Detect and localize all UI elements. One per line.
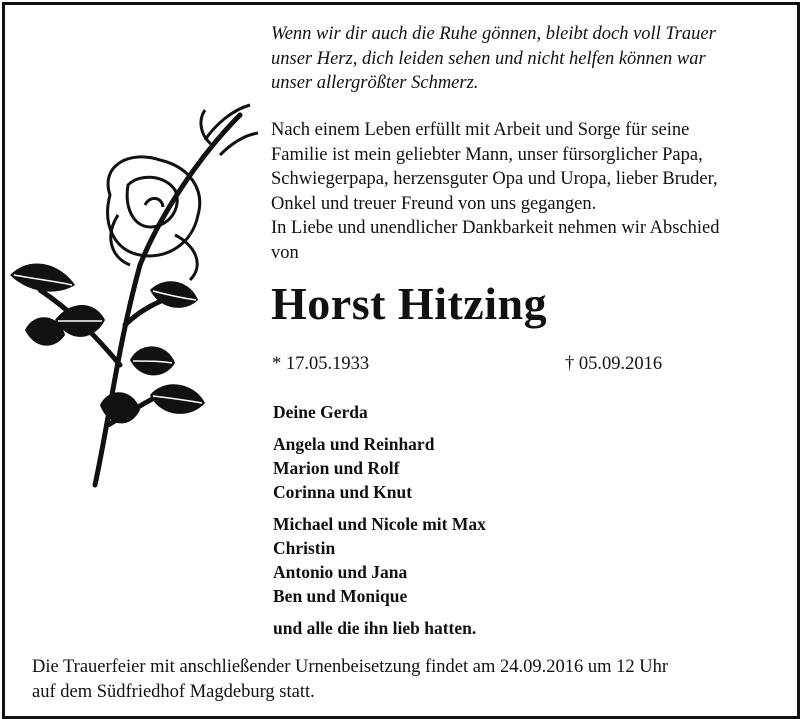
quote-line: Wenn wir dir auch die Ruhe gönnen, bleibt doch voll Trauer <box>271 24 716 44</box>
deceased-name: Horst Hitzing <box>271 278 548 329</box>
footer-line: auf dem Südfriedhof Magdeburg statt. <box>32 681 315 702</box>
intro-line: Schwiegerpapa, herzensguter Opa und Uropa, lieber Bruder, <box>271 169 718 189</box>
quote-line: unser allergrößter Schmerz. <box>271 73 479 93</box>
rose-icon <box>0 95 265 495</box>
intro-line: Onkel und treuer Freund von uns gegangen. <box>271 193 597 214</box>
intro-line: Nach einem Leben erfüllt mit Arbeit und Sorge für seine <box>271 120 690 140</box>
mourners-list <box>273 400 693 648</box>
quote-block <box>271 22 771 96</box>
mourner-entry: Deine Gerda <box>273 402 368 422</box>
mourner-entry: Marion und Rolf <box>273 458 400 478</box>
mourner-group <box>273 512 693 608</box>
intro-line: von <box>271 242 299 263</box>
quote-line: unser Herz, dich leiden sehen und nicht helfen können war <box>271 48 706 69</box>
mourner-entry: und alle die ihn lieb hatten. <box>273 618 477 638</box>
footer-line: Die Trauerfeier mit anschließender Urnenbeisetzung findet am 24.09.2016 um 12 Uhr <box>32 657 669 677</box>
mourner-entry: Christin <box>273 538 336 558</box>
intro-line: Familie ist mein geliebter Mann, unser fürsorglicher Papa, <box>271 144 703 165</box>
birth-date: * 17.05.1933 <box>272 354 370 374</box>
mourner-entry: Corinna und Knut <box>273 482 413 502</box>
death-date: † 05.09.2016 <box>565 354 663 374</box>
mourner-entry: Antonio und Jana <box>273 562 408 582</box>
intro-line: In Liebe und unendlicher Dankbarkeit nehmen wir Abschied <box>271 218 720 238</box>
mourner-entry: Ben und Monique <box>273 586 408 606</box>
mourner-group <box>273 400 693 424</box>
intro-text <box>271 118 781 265</box>
mourner-entry: Michael und Nicole mit Max <box>273 514 486 534</box>
mourner-group <box>273 616 693 640</box>
mourner-group <box>273 432 693 504</box>
mourner-entry: Angela und Reinhard <box>273 434 435 454</box>
funeral-notice <box>32 655 772 704</box>
